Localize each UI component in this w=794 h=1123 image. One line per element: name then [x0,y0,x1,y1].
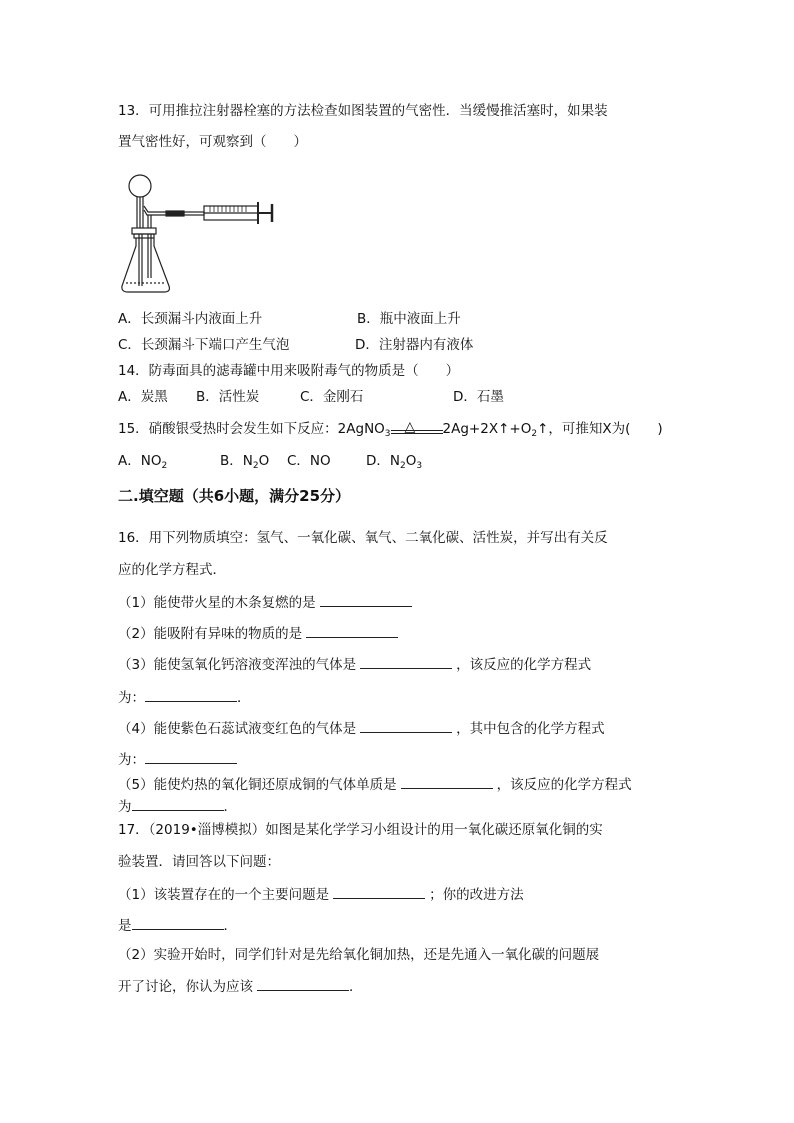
q17-part1-line2 [118,915,237,936]
q16-part5-line1 [118,774,632,795]
q16-stem-line1: 16．用下列物质填空：氢气、一氧化碳、氧气、二氧化碳、活性炭，并写出有关反 [118,530,608,546]
q16-part2-text: （2）能吸附有异味的物质的是 [118,626,303,642]
q14-option-a[interactable]: A．炭黑 [118,389,168,405]
q17-part1-period: ． [223,918,237,934]
q15-option-d-rest: O [405,453,417,469]
q13-option-d[interactable]: D．注射器内有液体 [355,337,474,353]
q16-part1-text: （1）能使带火星的木条复燃的是 [118,595,316,611]
q14-option-c[interactable]: C．金刚石 [300,389,364,405]
q14-stem: 14．防毒面具的滤毒罐中用来吸附毒气的物质是（ ） [118,363,460,379]
q16-part3-text: （3）能使氢氧化钙溶液变浑浊的气体是 [118,657,357,673]
q16-part3-period: ． [237,690,251,706]
conical-flask [122,238,170,292]
q17-part1-text-b: ；你的改进方法 [429,887,524,903]
q15-option-a-text: A．NO [118,453,162,469]
q13-stem-line1: 13．可用推拉注射器栓塞的方法检查如图装置的气密性．当缓慢推活塞时，如果装 [118,103,608,119]
q16-part4-line2 [118,749,237,770]
q15-option-a-sub: 2 [161,461,168,471]
q15-suffix: ↑，可推知X为( ) [537,421,663,437]
q17-part2-text-b: 开了讨论，你认为应该 [118,979,253,995]
q15-option-b-rest: O [258,453,270,469]
q15-option-b-text: B．N [220,453,253,469]
q17-part1-text-c: 是 [118,918,132,934]
q17-part1-blank1[interactable] [333,884,425,899]
q17-part2-blank[interactable] [257,976,349,991]
q13-option-b[interactable]: B．瓶中液面上升 [357,311,461,327]
q15-prefix: 15．硝酸银受热时会发生如下反应：2AgNO [118,421,385,437]
q15-product: 2Ag+2X↑+O [442,421,532,437]
q16-part3-blank2[interactable] [145,687,237,702]
q17-part1-blank2[interactable] [132,915,224,930]
q16-part5-text-b: ，该反应的化学方程式 [496,777,632,793]
q17-part2-line2 [118,976,363,997]
q13-option-a[interactable]: A．长颈漏斗内液面上升 [118,311,263,327]
q16-part1-blank[interactable] [320,592,412,607]
q16-part5-period: ． [223,799,237,815]
q16-part3-text-c: 为： [118,690,145,706]
q16-part3-line1 [118,654,591,675]
q15-option-b[interactable] [220,451,269,476]
q15-option-d-sub2: 3 [416,461,423,471]
q15-sub2: 2 [531,429,538,439]
q16-part1 [118,592,412,613]
q16-stem-line2: 应的化学方程式． [118,562,226,578]
q16-part2 [118,623,398,644]
q17-part2-period: ． [349,979,363,995]
q16-part3-blank1[interactable] [360,654,452,669]
q16-part3-text-b: ，该反应的化学方程式 [456,657,592,673]
q16-part5-text-c: 为 [118,799,132,815]
q16-part5-blank2[interactable] [132,796,224,811]
q14-option-d[interactable]: D．石墨 [453,389,504,405]
q15-sub1: 3 [384,429,391,439]
q14-option-b[interactable]: B．活性炭 [196,389,260,405]
q15-option-b-sub: 2 [252,461,259,471]
section-title: 二.填空题（共6小题，满分25分） [118,487,351,505]
q16-part4-blank1[interactable] [360,718,452,733]
syringe-tip [184,212,204,215]
q15-option-d-sub1: 2 [400,461,406,471]
reaction-arrow [391,419,443,439]
q15-option-c[interactable]: C．NO [287,453,331,469]
q16-part5-line2 [118,796,237,817]
q13-stem-line2: 置气密性好，可观察到（ ） [118,134,307,150]
q15-option-d-text: D．N [366,453,400,469]
q15-stem [118,419,663,444]
funnel-bulb [129,175,151,197]
q13-option-c[interactable]: C．长颈漏斗下端口产生气泡 [118,337,290,353]
q17-part2-line1: （2）实验开始时，同学们针对是先给氧化铜加热，还是先通入一氧化碳的问题展 [118,947,600,963]
q17-part1-text: （1）该装置存在的一个主要问题是 [118,887,330,903]
rubber-tube [166,211,184,216]
q17-stem-line2: 验装置．请回答以下问题： [118,854,280,870]
q15-option-d[interactable] [366,451,422,476]
q16-part2-blank[interactable] [306,623,398,638]
side-tube [144,206,166,212]
q15-option-a[interactable] [118,451,167,476]
q16-part4-blank2[interactable] [145,749,237,764]
q16-part4-text-c: 为： [118,752,145,768]
q16-part3-line2 [118,687,251,708]
q16-part4-text-b: ，其中包含的化学方程式 [456,721,605,737]
q16-part5-text: （5）能使灼热的氧化铜还原成铜的气体单质是 [118,777,397,793]
q17-part1-line1 [118,884,524,905]
q16-part4-text: （4）能使紫色石蕊试液变红色的气体是 [118,721,357,737]
q17-stem-line1: 17．（2019•淄博模拟）如图是某化学学习小组设计的用一氧化碳还原氧化铜的实 [118,822,603,838]
q16-part5-blank1[interactable] [401,774,493,789]
q16-part4-line1 [118,718,605,739]
funnel-stem [137,197,140,230]
heat-condition: △ [404,419,416,435]
apparatus-figure [118,168,288,298]
stopper [132,228,156,234]
